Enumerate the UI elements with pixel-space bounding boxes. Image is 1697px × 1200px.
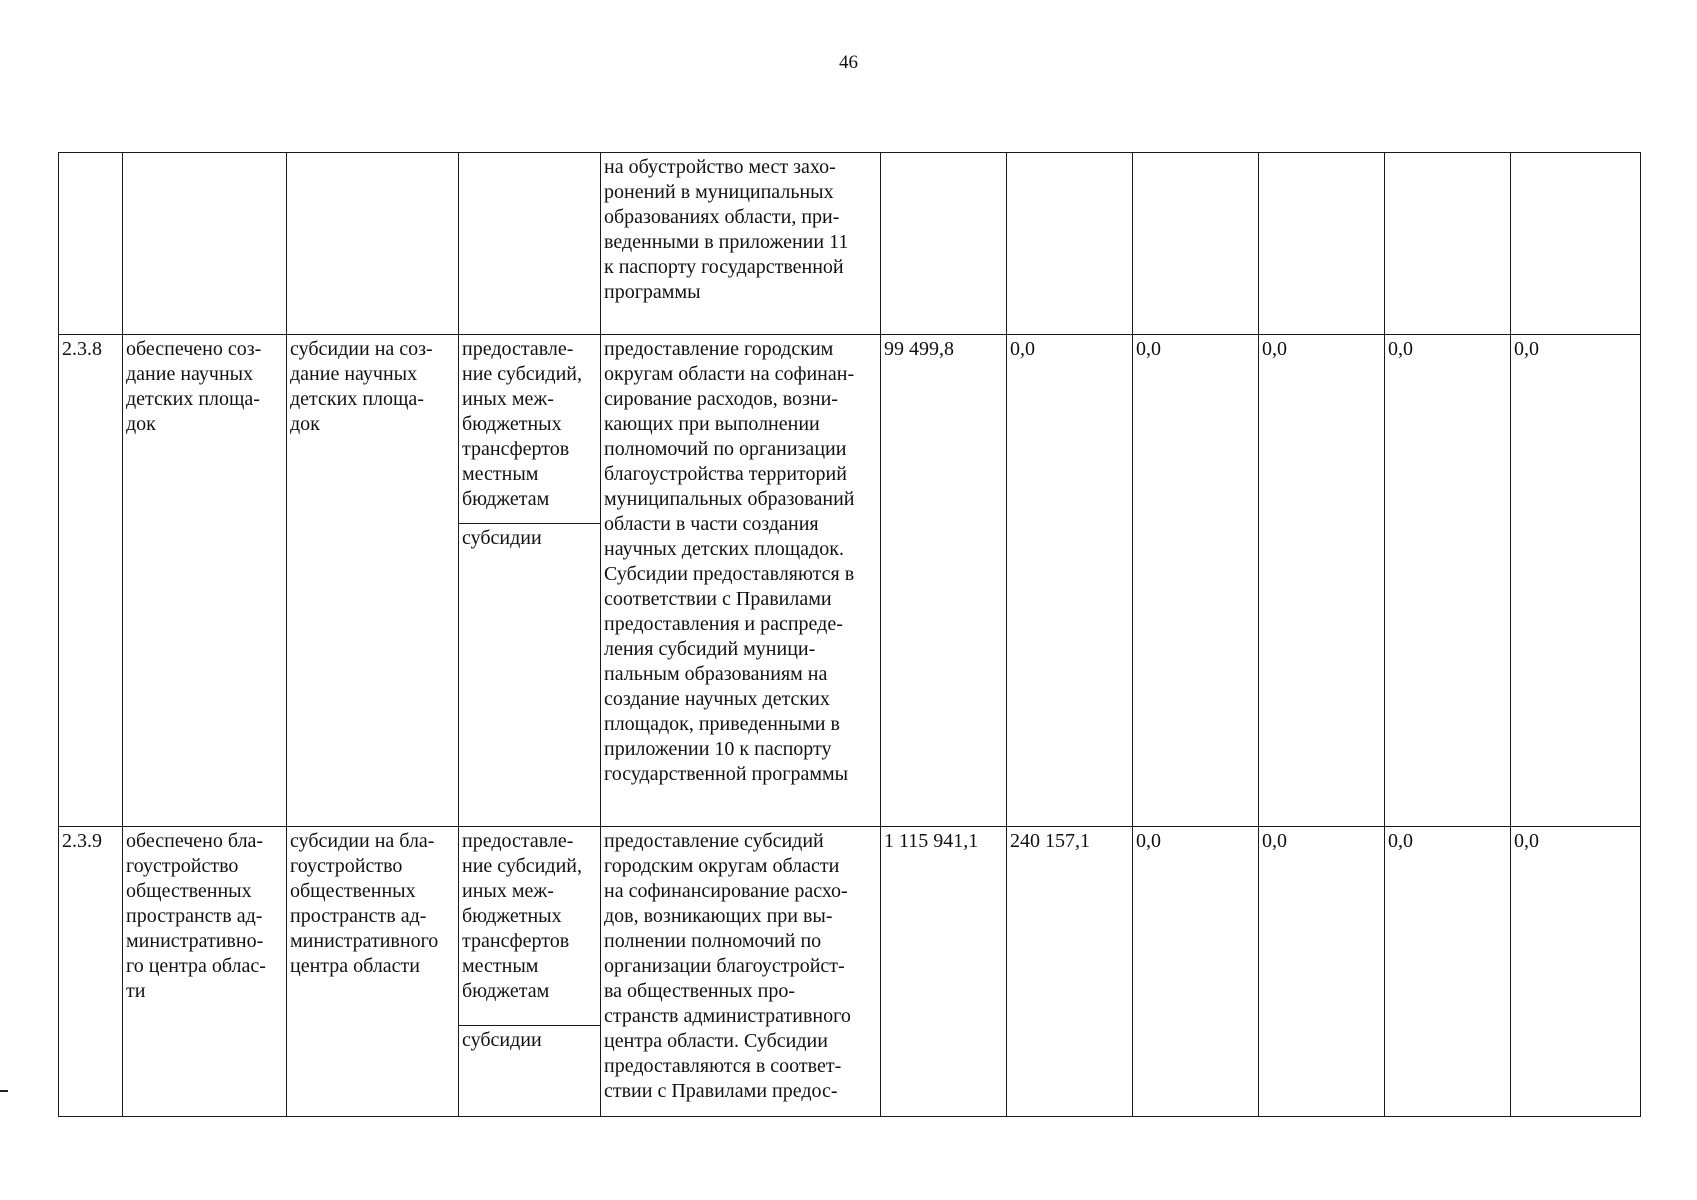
cell-value-3: 0,0 — [1133, 335, 1259, 827]
text-line: субсидии — [462, 527, 542, 549]
text-line: министративно- — [126, 930, 264, 952]
text-line: бюджетам — [462, 980, 550, 1002]
text-line: субсидии на бла- — [290, 830, 435, 852]
cell-value-4 — [1259, 153, 1385, 335]
text-line: центра области. Субсидии — [604, 1030, 828, 1052]
cell-value-1: 99 499,8 — [881, 335, 1007, 827]
text-line: детских площа- — [290, 388, 424, 410]
text-line: веденными в приложении 11 — [604, 231, 849, 253]
text-line: муниципальных образований — [604, 488, 855, 510]
cell-type-sub — [459, 1026, 600, 1053]
text-line: министративного — [290, 930, 439, 952]
text-line: гоустройство — [290, 855, 403, 877]
text-line: дание научных — [126, 363, 254, 385]
cell-type-main — [459, 827, 600, 1026]
text-line: Субсидии предоставляются в — [604, 563, 855, 585]
text-line: ние субсидий, — [462, 363, 582, 385]
text-line: трансфертов — [462, 930, 570, 952]
text-line: субсидии — [462, 1029, 542, 1051]
text-line: общественных — [290, 880, 416, 902]
text-line: обеспечено соз- — [126, 338, 262, 360]
text-line: полнении полномочий по — [604, 930, 822, 952]
cell-type-main — [459, 335, 600, 524]
text-line: общественных — [126, 880, 252, 902]
text-line: ронений в муниципальных — [604, 181, 834, 203]
cell-value-5: 0,0 — [1385, 335, 1511, 827]
text-line: гоустройство — [126, 855, 239, 877]
text-line: ствии с Правилами предос- — [604, 1080, 838, 1102]
text-line: предоставле- — [462, 338, 574, 360]
margin-mark — [0, 1090, 8, 1092]
cell-value-4: 0,0 — [1259, 335, 1385, 827]
cell-value-2: 240 157,1 — [1007, 827, 1133, 1117]
cell-value-4: 0,0 — [1259, 827, 1385, 1117]
text-line: ти — [126, 980, 146, 1002]
text-line: ние субсидий, — [462, 855, 582, 877]
program-table — [58, 152, 1641, 1117]
cell-value-1: 1 115 941,1 — [881, 827, 1007, 1117]
cell-value-6: 0,0 — [1511, 827, 1641, 1117]
page-number: 46 — [839, 52, 858, 73]
table-row-2-3-9 — [59, 827, 1641, 1117]
text-line: предоставления и распреде- — [604, 613, 843, 635]
cell-value-2 — [1007, 153, 1133, 335]
cell-value-3 — [1133, 153, 1259, 335]
text-line: на софинансирование расхо- — [604, 880, 848, 902]
cell-description — [601, 153, 881, 335]
cell-num: 2.3.8 — [59, 335, 123, 827]
text-line: создание научных детских — [604, 688, 830, 710]
text-line: на обустройство мест захо- — [604, 156, 836, 178]
text-line: иных меж- — [462, 388, 554, 410]
cell-type — [459, 827, 601, 1117]
cell-event — [287, 335, 459, 827]
text-line: приложении 10 к паспорту — [604, 738, 832, 760]
text-line: местным — [462, 955, 539, 977]
text-line: ва общественных про- — [604, 980, 796, 1002]
text-line: к паспорту государственной — [604, 256, 844, 278]
cell-result — [123, 153, 287, 335]
text-line: предоставление субсидий — [604, 830, 824, 852]
cell-num — [59, 153, 123, 335]
text-line: го центра облас- — [126, 955, 266, 977]
text-line: городским округам области — [604, 855, 840, 877]
cell-value-6 — [1511, 153, 1641, 335]
text-line: округам области на софинан- — [604, 363, 855, 385]
text-line: кающих при выполнении — [604, 413, 820, 435]
text-line: иных меж- — [462, 880, 554, 902]
text-line: обеспечено бла- — [126, 830, 264, 852]
text-line: странств административного — [604, 1005, 851, 1027]
text-line: соответствии с Правилами — [604, 588, 832, 610]
text-line: док — [126, 413, 156, 435]
cell-result — [123, 827, 287, 1117]
text-line: детских площа- — [126, 388, 260, 410]
text-line: бюджетных — [462, 905, 562, 927]
cell-description — [601, 335, 881, 827]
text-line: док — [290, 413, 320, 435]
text-line: государственной программы — [604, 763, 849, 785]
text-line: местным — [462, 463, 539, 485]
cell-num: 2.3.9 — [59, 827, 123, 1117]
cell-type — [459, 153, 601, 335]
text-line: площадок, приведенными в — [604, 713, 840, 735]
text-line: организации благоустройст- — [604, 955, 845, 977]
text-line: центра области — [290, 955, 420, 977]
cell-value-5 — [1385, 153, 1511, 335]
table-row-continuation — [59, 153, 1641, 335]
text-line: ления субсидий муници- — [604, 638, 816, 660]
text-line: пространств ад- — [126, 905, 263, 927]
text-line: пальным образованиям на — [604, 663, 828, 685]
text-line: благоустройства территорий — [604, 463, 847, 485]
cell-type — [459, 335, 601, 827]
text-line: трансфертов — [462, 438, 570, 460]
text-line: сирование расходов, возни- — [604, 388, 838, 410]
text-line: дание научных — [290, 363, 418, 385]
text-line: субсидии на соз- — [290, 338, 433, 360]
cell-value-5: 0,0 — [1385, 827, 1511, 1117]
text-line: полномочий по организации — [604, 438, 847, 460]
cell-event — [287, 827, 459, 1117]
cell-value-1 — [881, 153, 1007, 335]
text-line: предоставление городским — [604, 338, 834, 360]
text-line: бюджетам — [462, 488, 550, 510]
text-line: научных детских площадок. — [604, 538, 844, 560]
cell-value-2: 0,0 — [1007, 335, 1133, 827]
text-line: предоставляются в соответ- — [604, 1055, 842, 1077]
text-line: образованиях области, при- — [604, 206, 840, 228]
text-line: предоставле- — [462, 830, 574, 852]
cell-value-6: 0,0 — [1511, 335, 1641, 827]
table-row-2-3-8 — [59, 335, 1641, 827]
cell-result — [123, 335, 287, 827]
cell-description — [601, 827, 881, 1117]
cell-type-sub — [459, 524, 600, 551]
text-line: области в части создания — [604, 513, 819, 535]
cell-event — [287, 153, 459, 335]
cell-value-3: 0,0 — [1133, 827, 1259, 1117]
text-line: дов, возникающих при вы- — [604, 905, 833, 927]
text-line: пространств ад- — [290, 905, 427, 927]
text-line: программы — [604, 281, 701, 303]
text-line: бюджетных — [462, 413, 562, 435]
